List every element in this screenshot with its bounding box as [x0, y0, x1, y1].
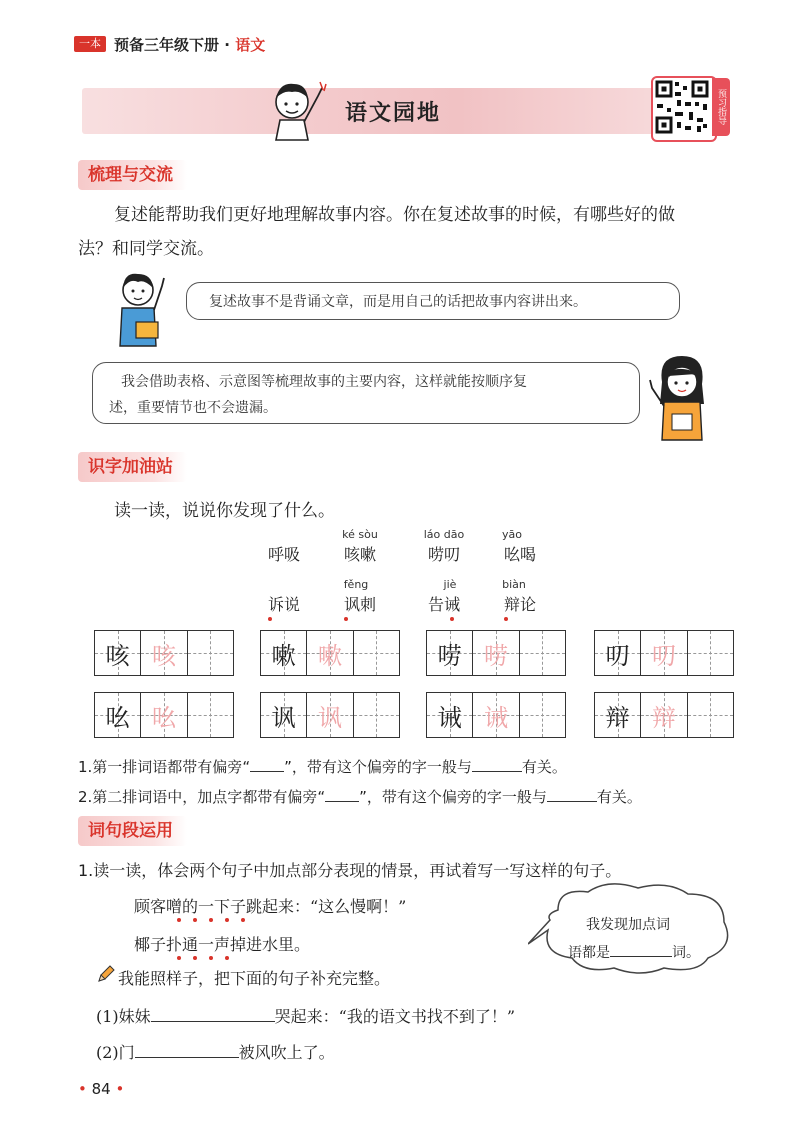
thought-cloud-text-a: 语都是	[568, 945, 610, 961]
grid-model-char: 唠	[437, 641, 462, 670]
pinyin-feng: fěng	[343, 578, 369, 591]
fill-sentence-1	[96, 1004, 515, 1027]
grid-model-char: 吆	[105, 703, 130, 732]
page-title: 语文园地	[345, 101, 442, 126]
emphasis-dot	[241, 918, 245, 922]
question-2-text-b: ”，带有这个偏旁的字一般与	[359, 788, 547, 806]
usage-question-1: 1.读一读，体会两个句子中加点部分表现的情景，再试着写一写这样的句子。	[78, 861, 622, 880]
writing-grid-sou[interactable]	[260, 630, 400, 676]
grid-model-char: 辩	[605, 703, 630, 732]
grid-trace-char: 吆	[151, 703, 176, 732]
emphasis-dot	[268, 617, 272, 621]
review-prompt-line2: 法？和同学交流。	[78, 239, 214, 259]
qr-code[interactable]	[651, 76, 717, 142]
speech-bubble-boy-text: 复述故事不是背诵文章，而是用自己的话把故事内容讲出来。	[209, 294, 587, 310]
speech-bubble-girl	[92, 362, 640, 424]
word-sushuo: 诉说	[267, 595, 300, 614]
grid-trace-char: 诫	[483, 703, 508, 732]
emphasis-dot	[504, 617, 508, 621]
section-heading-usage: 词句段运用	[78, 816, 187, 846]
emphasis-dot	[225, 956, 229, 960]
question-radical-2	[78, 786, 642, 807]
radical-blank-1[interactable]	[250, 771, 284, 772]
word-type-blank[interactable]	[610, 956, 672, 957]
speech-bubble-girl-line1: 我会借助表格、示意图等梳理故事的主要内容，这样就能按顺序复	[121, 374, 527, 390]
emphasis-dot	[193, 918, 197, 922]
word-bianlun: 辩论	[503, 595, 536, 614]
subject-label: 语文	[235, 36, 266, 54]
boy-pointing-illustration	[262, 76, 332, 142]
completion-prompt: 我能照样子，把下面的句子补充完整。	[118, 969, 391, 988]
question-1-text-b: ”，带有这个偏旁的字一般与	[284, 758, 472, 776]
emphasis-dot	[209, 918, 213, 922]
fill-2-text-a: (2)门	[96, 1043, 135, 1062]
grid-trace-char: 叨	[651, 641, 676, 670]
pinyin-bian: biàn	[502, 578, 526, 591]
qr-code-icon	[653, 78, 711, 136]
boy-student-illustration	[108, 266, 170, 348]
meaning-blank-1[interactable]	[472, 771, 522, 772]
section-heading-review: 梳理与交流	[78, 160, 187, 190]
grid-model-char: 讽	[271, 703, 296, 732]
grid-trace-char: 唠	[483, 641, 508, 670]
page-number: 84	[91, 1080, 111, 1098]
pinyin-laodao: láo dāo	[423, 528, 465, 541]
emphasis-dot	[450, 617, 454, 621]
writing-grid-lao[interactable]	[426, 630, 566, 676]
speech-bubble-boy	[186, 282, 680, 320]
example-sentence-1: 顾客噌的一下子跳起来：“这么慢啊！”	[134, 897, 407, 916]
grid-trace-char: 咳	[151, 641, 176, 670]
header-separator: ·	[224, 36, 230, 54]
page-number-group	[78, 1080, 124, 1098]
emphasis-dot	[225, 918, 229, 922]
emphasis-dot	[193, 956, 197, 960]
thought-cloud-text-b: 词。	[672, 945, 700, 961]
emphasis-dot	[344, 617, 348, 621]
word-fengci: 讽刺	[343, 595, 376, 614]
fill-sentence-2	[96, 1040, 335, 1063]
word-gaojie: 告诫	[427, 595, 460, 614]
pinyin-kesou: ké sòu	[342, 528, 378, 541]
question-1-text-a: 1.第一排词语都带有偏旁“	[78, 758, 251, 776]
literacy-instruction: 读一读，说说你发现了什么。	[114, 501, 335, 521]
pencil-icon	[96, 964, 116, 984]
review-prompt-line1: 复述能帮助我们更好地理解故事内容。你在复述故事的时候，有哪些好的做	[114, 205, 675, 225]
speech-bubble-girl-line2: 述，重要情节也不会遗漏。	[109, 400, 277, 416]
fill-2-text-b: 被风吹上了。	[238, 1043, 335, 1062]
grid-model-char: 嗽	[271, 641, 296, 670]
fill-1-text-a: (1)妹妹	[96, 1007, 151, 1026]
writing-grid-jie[interactable]	[426, 692, 566, 738]
qr-label: 预习指导	[712, 78, 730, 136]
example-sentence-2: 椰子扑通一声掉进水里。	[134, 935, 311, 954]
grid-trace-char: 讽	[317, 703, 342, 732]
writing-grid-dao[interactable]	[594, 630, 734, 676]
page-bullet-left: •	[78, 1080, 87, 1098]
writing-grid-bian[interactable]	[594, 692, 734, 738]
fill-blank-1[interactable]	[151, 1021, 275, 1022]
fill-blank-2[interactable]	[135, 1057, 239, 1058]
thought-cloud-line1: 我发现加点词	[586, 917, 670, 933]
word-kesou: 咳嗽	[343, 545, 376, 564]
question-radical-1	[78, 756, 567, 777]
word-yaohe: 吆喝	[503, 545, 536, 564]
grid-trace-char: 嗽	[317, 641, 342, 670]
word-huxi: 呼吸	[267, 545, 300, 564]
page-bullet-right: •	[115, 1080, 125, 1098]
writing-grid-ke[interactable]	[94, 630, 234, 676]
grid-model-char: 诫	[437, 703, 462, 732]
writing-grid-yao[interactable]	[94, 692, 234, 738]
pinyin-yao: yāo	[502, 528, 522, 541]
question-1-text-c: 有关。	[521, 758, 567, 776]
grid-model-char: 叨	[605, 641, 630, 670]
meaning-blank-2[interactable]	[547, 801, 597, 802]
girl-student-illustration	[644, 352, 718, 442]
brand-logo: 一本	[74, 36, 106, 52]
word-laodao: 唠叨	[427, 545, 460, 564]
fill-1-text-b: 哭起来：“我的语文书找不到了！”	[274, 1007, 516, 1026]
book-title: 预备三年级下册	[114, 36, 220, 54]
writing-grid-feng[interactable]	[260, 692, 400, 738]
grid-trace-char: 辩	[651, 703, 676, 732]
section-heading-literacy: 识字加油站	[78, 452, 187, 482]
emphasis-dot	[177, 956, 181, 960]
grid-model-char: 咳	[105, 641, 130, 670]
pinyin-jie: jiè	[443, 578, 457, 591]
book-header	[114, 34, 265, 55]
question-2-text-a: 2.第二排词语中，加点字都带有偏旁“	[78, 788, 326, 806]
emphasis-dot	[209, 956, 213, 960]
thought-cloud-line2	[568, 942, 700, 962]
radical-blank-2[interactable]	[325, 801, 359, 802]
emphasis-dot	[177, 918, 181, 922]
question-2-text-c: 有关。	[596, 788, 642, 806]
